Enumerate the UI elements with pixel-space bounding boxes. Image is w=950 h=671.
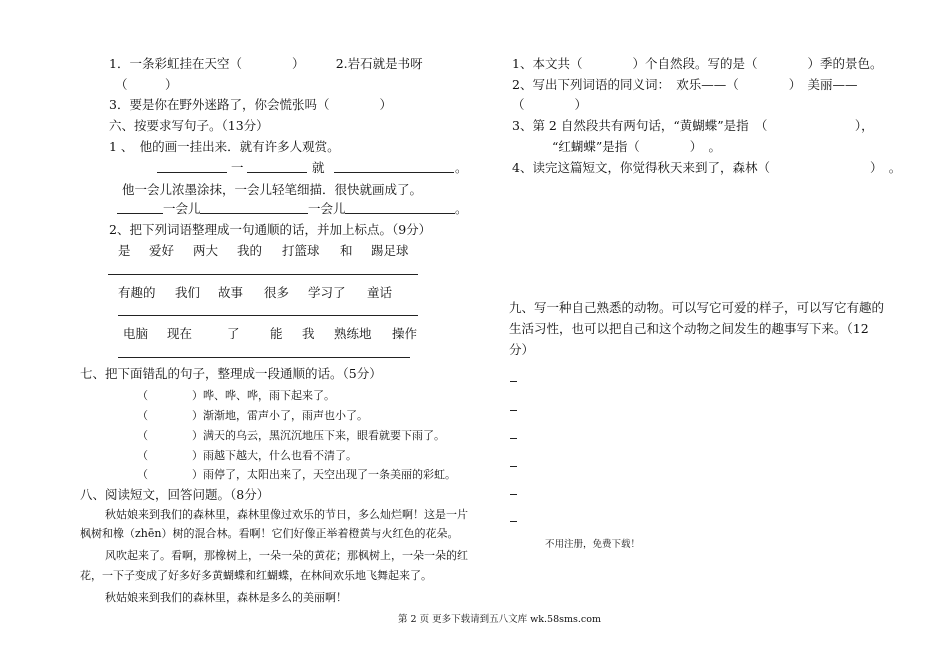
word: 和 — [340, 243, 353, 258]
connector-yihuier-1: 一会儿 — [163, 201, 201, 216]
section-6-task-2: 2、把下列词语整理成一句通顺的话，并加上标点。（9分） — [109, 222, 432, 237]
reading-paragraph-1-cont: 枫树和橡（zhēn）树的混合林。看啊！它们好像正举着橙黄与火红色的花朵。 — [80, 527, 459, 540]
answer-line[interactable] — [108, 274, 418, 275]
reading-question-3-cont: “红蝴蝶”是指（ ） 。 — [552, 139, 722, 154]
question-3: 3．要是你在野外迷路了，你会慌张吗（ ） — [109, 97, 392, 112]
word: 电脑 — [123, 326, 149, 341]
word: 爱好 — [149, 243, 175, 258]
word: 很多 — [264, 285, 290, 300]
section-9-prompt-cont: 生活习性，也可以把自己和这个动物之间发生的趣事写下来。（12 — [509, 321, 869, 336]
page-footer: 第 2 页 更多下载请到五八文库 wk.58sms.com — [398, 614, 601, 625]
word: 我的 — [237, 243, 263, 258]
writing-line[interactable] — [510, 494, 517, 495]
section-6-title: 六、按要求写句子。（13分） — [109, 118, 269, 133]
word: 现在 — [167, 326, 193, 341]
writing-line[interactable] — [510, 410, 517, 411]
sentence-item: （ ）雨越下越大，什么也看不清了。 — [137, 449, 357, 462]
word: 打篮球 — [282, 243, 320, 258]
word: 童话 — [367, 285, 393, 300]
writing-line[interactable] — [510, 466, 517, 467]
section-7-title: 七、把下面错乱的句子，整理成一段通顺的话。（5分） — [80, 366, 382, 381]
answer-line[interactable] — [157, 172, 227, 173]
sentence-item: （ ）哗、哗、哗，雨下起来了。 — [137, 389, 335, 402]
word: 学习了 — [308, 285, 346, 300]
word: 操作 — [392, 326, 418, 341]
connector-yi: 一 — [231, 160, 244, 175]
section-8-title: 八、阅读短文，回答问题。（8分） — [80, 487, 270, 502]
sentence-item: （ ）渐渐地，雷声小了，雨声也小了。 — [137, 409, 368, 422]
section-9-prompt-end: 分） — [509, 342, 535, 357]
sentence-item: （ ）雨停了，太阳出来了，天空出现了一条美丽的彩虹。 — [137, 468, 456, 481]
writing-line[interactable] — [510, 438, 517, 439]
word: 能 — [270, 326, 283, 341]
writing-line[interactable] — [510, 381, 517, 382]
free-download-note: 不用注册，免费下载！ — [545, 539, 641, 550]
period: 。 — [455, 160, 468, 175]
answer-line[interactable] — [334, 172, 454, 173]
reading-question-2: 2、写出下列词语的同义词： 欢乐——（ ） 美丽—— — [512, 77, 858, 92]
word: 熟练地 — [334, 326, 372, 341]
question-1-cont: （ ） — [115, 77, 178, 92]
reading-question-1: 1、本文共（ ）个自然段。写的是（ ）季的景色。 — [512, 56, 883, 71]
word: 我们 — [175, 285, 201, 300]
word: 故事 — [218, 285, 244, 300]
connector-yihuier-2: 一会儿 — [308, 201, 346, 216]
question-1: 1．一条彩虹挂在天空（ ） 2.岩石就是书呀 — [109, 56, 423, 71]
word: 两大 — [193, 243, 219, 258]
reading-question-2-cont: （ ） — [512, 97, 588, 112]
reading-question-3: 3、第 2 自然段共有两句话，“黄蝴蝶”是指 （ ）， — [512, 118, 874, 133]
answer-line[interactable] — [117, 213, 163, 214]
connector-jiu: 就 — [312, 160, 325, 175]
answer-line[interactable] — [345, 213, 455, 214]
answer-line[interactable] — [247, 172, 307, 173]
word: 有趣的 — [118, 285, 156, 300]
answer-line[interactable] — [118, 357, 410, 358]
section-6-sentence-2: 他一会儿浓墨涂抹，一会儿轻笔细描．很快就画成了。 — [122, 182, 423, 197]
section-6-sentence-1: 1 、 他的画一挂出来．就有许多人观赏。 — [109, 139, 340, 154]
word: 踢足球 — [371, 243, 409, 258]
writing-line[interactable] — [510, 521, 517, 522]
period: 。 — [455, 201, 468, 216]
reading-question-4: 4、读完这篇短文，你觉得秋天来到了，森林（ ） 。 — [512, 160, 902, 175]
reading-paragraph-1: 秋姑娘来到我们的森林里，森林里像过欢乐的节日，多么灿烂啊！这是一片 — [105, 508, 468, 521]
word: 了 — [227, 326, 240, 341]
reading-paragraph-2: 风吹起来了。看啊，那橡树上，一朵一朵的黄花；那枫树上，一朵一朵的红 — [105, 549, 468, 562]
answer-line[interactable] — [200, 213, 308, 214]
sentence-item: （ ）满天的乌云，黑沉沉地压下来，眼看就要下雨了。 — [137, 429, 445, 442]
word: 是 — [118, 243, 131, 258]
reading-paragraph-3: 秋姑娘来到我们的森林里，森林是多么的美丽啊！ — [105, 591, 347, 604]
word: 我 — [302, 326, 315, 341]
answer-line[interactable] — [118, 315, 418, 316]
reading-paragraph-2-cont: 花，一下子变成了好多好多黄蝴蝶和红蝴蝶，在林间欢乐地飞舞起来了。 — [80, 569, 432, 582]
section-9-prompt: 九、写一种自己熟悉的动物。可以写它可爱的样子，可以写它有趣的 — [509, 300, 885, 315]
